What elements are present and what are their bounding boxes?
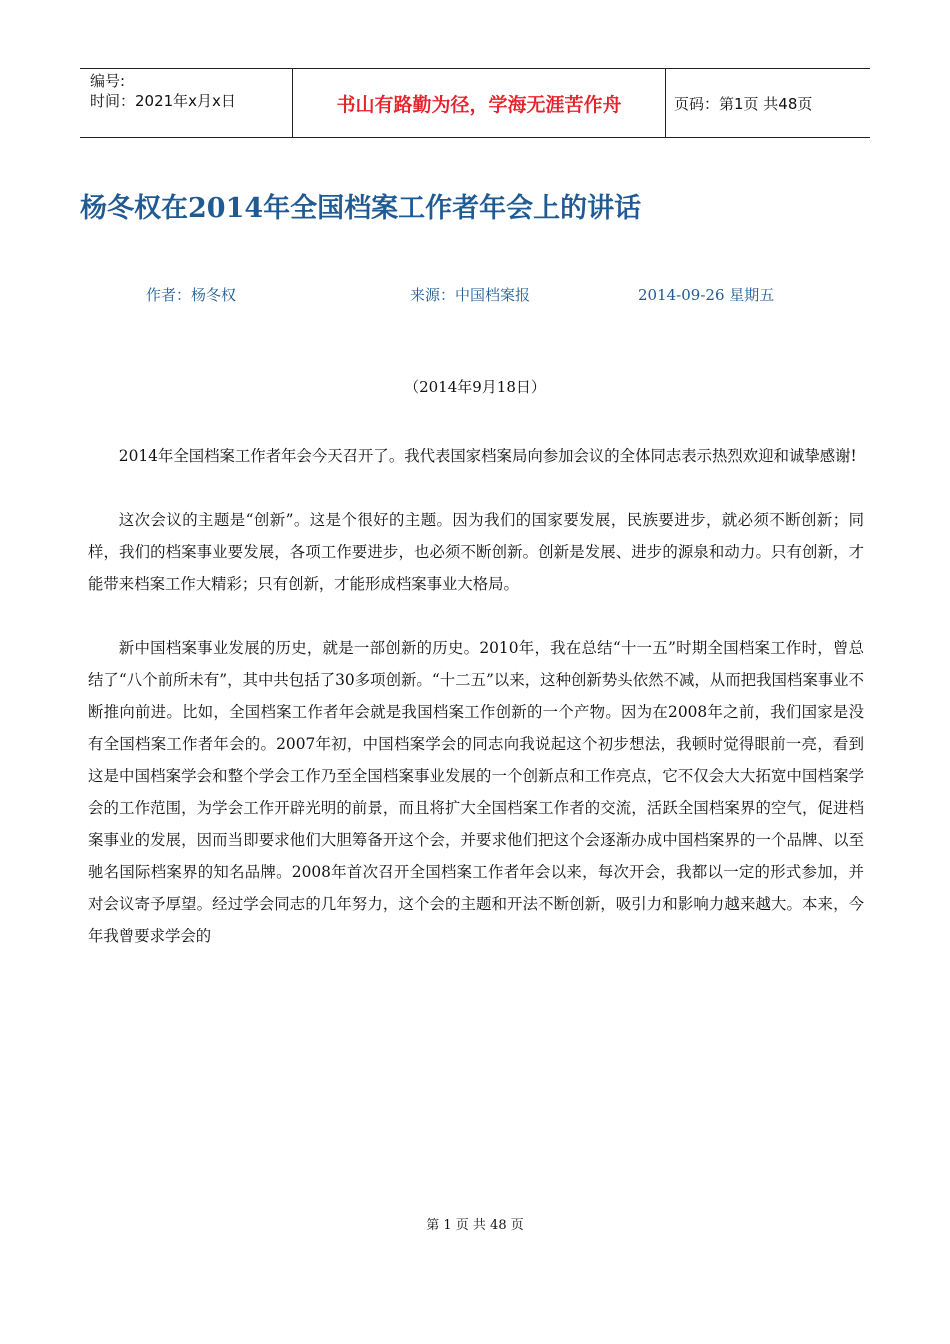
time-label: 时间：2021年x月x日 (90, 92, 236, 110)
speech-date: （2014年9月18日） (404, 378, 546, 396)
article-title: 杨冬权在2014年全国档案工作者年会上的讲话 (80, 193, 642, 224)
source-label: 来源：中国档案报 (410, 286, 531, 304)
author-label: 作者：杨冬权 (146, 286, 237, 304)
page-footer: 第 1 页 共 48 页 (426, 1218, 524, 1233)
motto: 书山有路勤为径，学海无涯苦作舟 (292, 69, 666, 137)
paragraph: 2014年全国档案工作者年会今天召开了。我代表国家档案局向参加会议的全体同志表示热烈欢迎和诚挚感谢! (118, 447, 857, 465)
page-info: 页码：第1页 共48页 (674, 94, 813, 113)
published-date: 2014-09-26 星期五 (638, 286, 775, 304)
paragraph: 新中国档案事业发展的历史，就是一部创新的历史。2010年，我在总结“十一五”时期全国档案工作时，曾总结了“八个前所未有”，其中共包括了30多项创新。“十二五”以来，这种创新势头依然不减，从而把我国档案事业不断推向前进。比如，全国档案工作者年会就是我国档案工作创新的一个产物。因为在2008年之前，我们国家是没有全国档案工作者年会的。2007年初，中国档案学会的同志向我说起这个初步想法，我顿时觉得眼前一亮，看到这是中国档案学会和整个学会工作乃至全国档案事业发展的一个创新点和工作亮点，它不仅会大大拓宽中国档案学会的工作范围，为学会工作开辟光明的前景，而且将扩大全国档案工作者的交流，活跃全国档案界的空气，促进档案事业的发展，因而当即要求他们大胆筹备开这个会，并要求他们把这个会逐渐办成中国档案界的一个品牌、以至驰名国际档案界的知名品牌。2008年首次召开全国档案工作者年会以来，每次开会，我都以一定的形式参加，并对会议寄予厚望。经过学会同志的几年努力，这个会的主题和开法不断创新，吸引力和影响力越来越大。本来，今年我曾要求学会的 (88, 639, 864, 945)
header-left-cell (80, 69, 292, 137)
number-label: 编号: (90, 72, 126, 90)
paragraph: 这次会议的主题是“创新”。这是个很好的主题。因为我们的国家要发展，民族要进步，就必须不断创新；同样，我们的档案事业要发展，各项工作要进步，也必须不断创新。创新是发展、进步的源泉和动力。只有创新，才能带来档案工作大精彩；只有创新，才能形成档案事业大格局。 (88, 511, 864, 593)
article-body (88, 440, 864, 984)
header-table (80, 68, 870, 138)
